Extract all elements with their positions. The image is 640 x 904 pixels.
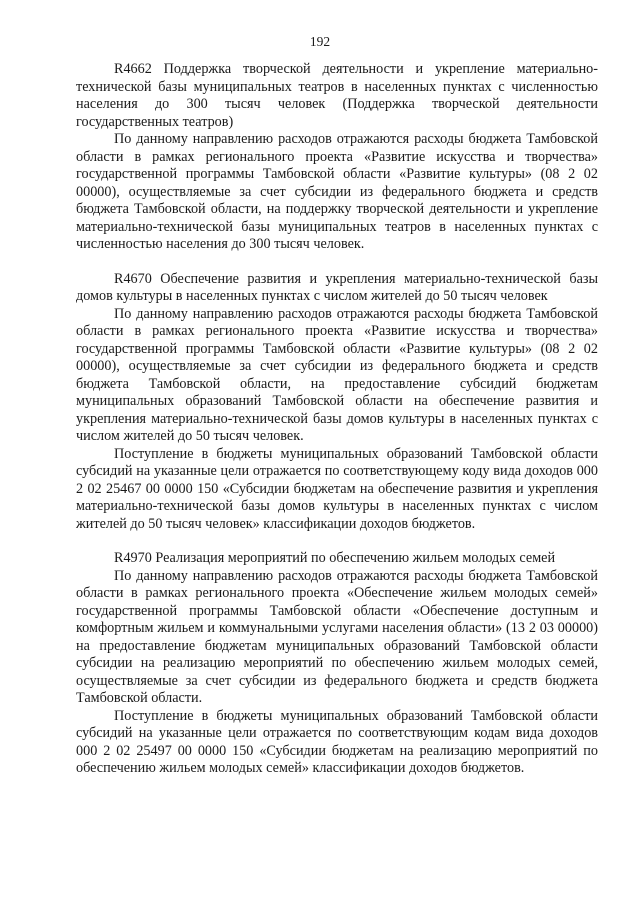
section-heading-r4970: R4970 Реализация мероприятий по обеспечению жильем молодых семей [114,550,556,566]
section-heading-r4670: R4670 Обеспечение развития и укрепления материально-технической базы домов культуры в населенных пунктах с числом жителей до 50 тысяч человек [76,270,598,304]
paragraph: По данному направлению расходов отражаются расходы бюджета Тамбовской области в рамках регионального проекта «Обеспечение жильем молодых семей» государственной программы Тамбовской области «Обеспечение доступным и комфортным жильем и коммунальными услугами населения области» (13 2 03 00000) на предоставление бюджетам муниципальных образований Тамбовской области субсидии на реализацию мероприятий по обеспечению жильем молодых семей, осуществляемые за счет субсидии из федерального бюджета и средств бюджета Тамбовской области. [76,567,598,706]
paragraph: Поступление в бюджеты муниципальных образований Тамбовской области субсидий на указанные цели отражается по соответствующему коду вида доходов 000 2 02 25467 00 0000 150 «Субсидии бюджетам на обеспечение развития и укрепления материально-технической базы домов культуры в населенных пунктах с числом жителей до 50 тысяч человек» классификации доходов бюджетов. [76,445,598,532]
page-number: 192 [309,34,331,49]
section-heading-r4662: R4662 Поддержка творческой деятельности и укрепление материально-технической базы муниципальных театров в населенных пунктах с численностью населения до 300 тысяч человек (Поддержка творческой деятельности государственных театров) [76,61,598,130]
paragraph: По данному направлению расходов отражаются расходы бюджета Тамбовской области в рамках регионального проекта «Развитие искусства и творчества» государственной программы Тамбовской области «Развитие культуры» (08 2 02 00000), осуществляемые за счет субсидии из федерального бюджета и средств бюджета Тамбовской области, на поддержку творческой деятельности и укрепление материально-технической базы муниципальных театров в населенных пунктах с численностью населения до 300 тысяч человек. [76,131,598,252]
document-body [76,61,598,778]
paragraph: Поступление в бюджеты муниципальных образований Тамбовской области субсидий на указанные цели отражается по соответствующим кодам вида доходов 000 2 02 25497 00 0000 150 «Субсидии бюджетам на реализацию мероприятий по обеспечению жильем молодых семей» классификации доходов бюджетов. [76,707,598,776]
paragraph: По данному направлению расходов отражаются расходы бюджета Тамбовской области в рамках регионального проекта «Развитие искусства и творчества» государственной программы Тамбовской области «Развитие культуры» (08 2 02 00000), осуществляемые за счет субсидии из федерального бюджета и средств бюджета Тамбовской области, на предоставление субсидий бюджетам муниципальных образований Тамбовской области на обеспечение развития и укрепления материально-технической базы домов культуры в населенных пунктах с числом жителей до 50 тысяч человек. [76,305,598,444]
